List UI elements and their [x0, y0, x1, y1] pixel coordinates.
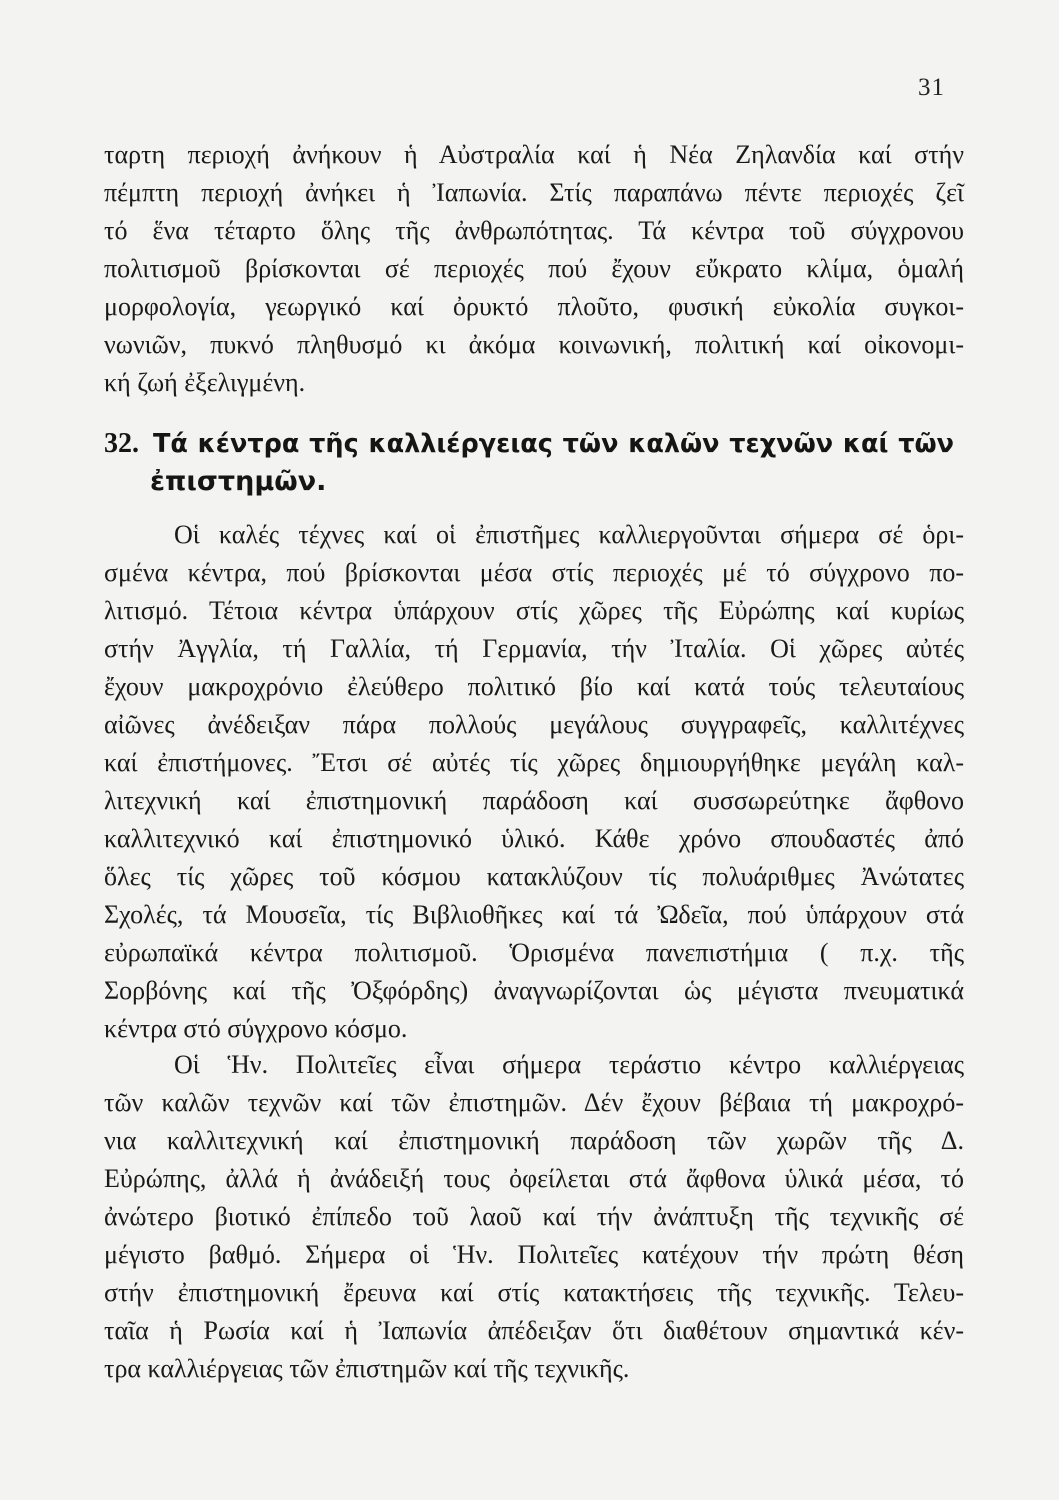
section-title-line-2: ἐπιστημῶν. — [150, 466, 327, 497]
text-line: στήν Ἀγγλία, τή Γαλλία, τή Γερμανία, τήν Ἰταλία. Οἱ χῶρες αὐτές — [104, 634, 964, 663]
text-line-indented: Οἱ καλές τέχνες καί οἱ ἐπιστῆμες καλλιεργοῦνται σήμερα σέ ὁρι- — [174, 520, 964, 549]
text-line-indented: Οἱ Ἡν. Πολιτεῖες εἶναι σήμερα τεράστιο κέντρο καλλιέργειας — [174, 1050, 964, 1079]
section-number: 32. — [104, 428, 139, 459]
text-line: ἔχουν μακροχρόνιο ἐλεύθερο πολιτικό βίο καί κατά τούς τελευταίους — [104, 672, 964, 701]
page-number: 31 — [918, 74, 945, 101]
text-line: ἀνώτερο βιοτικό ἐπίπεδο τοῦ λαοῦ καί τήν ἀνάπτυξη τῆς τεχνικῆς σέ — [104, 1202, 964, 1231]
section-heading — [104, 426, 954, 462]
text-line: νια καλλιτεχνική καί ἐπιστημονική παράδοση τῶν χωρῶν τῆς Δ. — [104, 1126, 964, 1155]
text-line: εὐρωπαϊκά κέντρα πολιτισμοῦ. Ὁρισμένα πανεπιστήμια ( π.χ. τῆς — [104, 938, 964, 967]
text-line: τό ἕνα τέταρτο ὅλης τῆς ἀνθρωπότητας. Τά κέντρα τοῦ σύγχρονου — [104, 216, 964, 245]
text-line: αἰῶνες ἀνέδειξαν πάρα πολλούς μεγάλους συγγραφεῖς, καλλιτέχνες — [104, 710, 964, 739]
text-line: πέμπτη περιοχή ἀνήκει ἡ Ἰαπωνία. Στίς παραπάνω πέντε περιοχές ζεῖ — [104, 178, 964, 207]
text-line: ταῖα ἡ Ρωσία καί ἡ Ἰαπωνία ἀπέδειξαν ὅτι διαθέτουν σημαντικά κέν- — [104, 1316, 964, 1345]
text-line: καί ἐπιστήμονες. Ἔτσι σέ αὐτές τίς χῶρες δημιουργήθηκε μεγάλη καλ- — [104, 748, 964, 777]
text-line: τρα καλλιέργειας τῶν ἐπιστημῶν καί τῆς τεχνικῆς. — [104, 1354, 630, 1383]
text-line: λιτεχνική καί ἐπιστημονική παράδοση καί συσσωρεύτηκε ἄφθονο — [104, 786, 964, 815]
text-line: Εὐρώπης, ἀλλά ἡ ἀνάδειξή τους ὀφείλεται στά ἄφθονα ὑλικά μέσα, τό — [104, 1164, 964, 1193]
text-line: στήν ἐπιστημονική ἔρευνα καί στίς κατακτήσεις τῆς τεχνικῆς. Τελευ- — [104, 1278, 964, 1307]
text-line: σμένα κέντρα, πού βρίσκονται μέσα στίς περιοχές μέ τό σύγχρονο πο- — [104, 558, 964, 587]
text-line: ταρτη περιοχή ἀνήκουν ἡ Αὐστραλία καί ἡ Νέα Ζηλανδία καί στήν — [104, 140, 964, 169]
text-line: κή ζωή ἐξελιγμένη. — [104, 368, 306, 397]
section-title-line-1: Τά κέντρα τῆς καλλιέργειας τῶν καλῶν τεχνῶν καί τῶν — [153, 429, 954, 459]
text-line: Σχολές, τά Μουσεῖα, τίς Βιβλιοθῆκες καί τά Ὠδεῖα, πού ὑπάρχουν στά — [104, 900, 964, 929]
text-line: πολιτισμοῦ βρίσκονται σέ περιοχές πού ἔχουν εὔκρατο κλίμα, ὁμαλή — [104, 254, 964, 283]
text-line: Σορβόνης καί τῆς Ὀξφόρδης) ἀναγνωρίζονται ὡς μέγιστα πνευματικά — [104, 976, 964, 1005]
text-line: λιτισμό. Τέτοια κέντρα ὑπάρχουν στίς χῶρες τῆς Εὐρώπης καί κυρίως — [104, 596, 964, 625]
text-line: νωνιῶν, πυκνό πληθυσμό κι ἀκόμα κοινωνική, πολιτική καί οἰκονομι- — [104, 330, 964, 359]
text-line: μέγιστο βαθμό. Σήμερα οἱ Ἡν. Πολιτεῖες κατέχουν τήν πρώτη θέση — [104, 1240, 964, 1269]
text-line: τῶν καλῶν τεχνῶν καί τῶν ἐπιστημῶν. Δέν ἔχουν βέβαια τή μακροχρό- — [104, 1088, 964, 1117]
text-line: καλλιτεχνικό καί ἐπιστημονικό ὑλικό. Κάθε χρόνο σπουδαστές ἀπό — [104, 824, 964, 853]
text-line: ὅλες τίς χῶρες τοῦ κόσμου κατακλύζουν τίς πολυάριθμες Ἀνώτατες — [104, 862, 964, 891]
text-line: κέντρα στό σύγχρονο κόσμο. — [104, 1014, 408, 1043]
text-line: μορφολογία, γεωργικό καί ὀρυκτό πλοῦτο, φυσική εὐκολία συγκοι- — [104, 292, 964, 321]
